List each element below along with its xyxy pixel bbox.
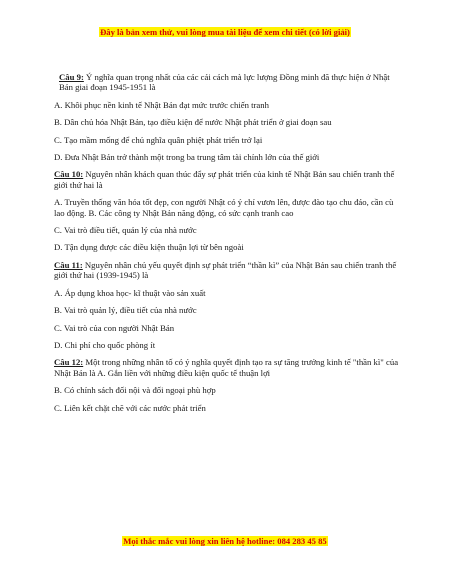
question-stem — [54, 260, 402, 281]
answer-option-c: C. Tạo mầm mống để chủ nghĩa quân phiệt phát triển trở lại — [54, 134, 263, 145]
question-11 — [54, 260, 402, 350]
preview-notice-text: Đây là bản xem thử, vui lòng mua tài liệu để xem chi tiết (có lời giải) — [100, 27, 350, 37]
question-list — [54, 72, 402, 420]
answer-option-c: C. Liên kết chặt chẽ với các nước phát triển — [54, 402, 206, 413]
question-9 — [54, 72, 402, 162]
answer-option-b: B. Có chính sách đối nội và đối ngoại phù hợp — [54, 385, 216, 396]
answer-option-a: A. Áp dụng khoa học- kĩ thuật vào sản xuất — [54, 287, 206, 298]
answer-option-c: C. Vai trò điều tiết, quản lý của nhà nước — [54, 225, 197, 236]
question-stem — [54, 357, 402, 378]
question-number: Câu 12: — [54, 357, 84, 368]
answer-option-a: A. Khôi phục nền kinh tế Nhật Bản đạt mức trước chiến tranh — [54, 99, 269, 110]
question-number: Câu 9: — [59, 72, 84, 82]
question-stem — [54, 169, 402, 190]
answer-option-d: D. Tận dụng được các điều kiện thuận lợi từ bên ngoài — [54, 242, 244, 253]
answer-option-c: C. Vai trò của con người Nhật Bản — [54, 322, 175, 333]
answer-option-d: D. Đưa Nhật Bản trở thành một trong ba trung tâm tài chính lớn của thế giới — [54, 152, 320, 163]
preview-notice-banner — [0, 27, 450, 37]
question-text: Một trong những nhân tố có ý nghĩa quyết định tạo ra sự tăng trưởng kinh tế "thần kì" của Nhật Bản là A. Gắn liền với những điều kiện quốc tế thuận lợi — [54, 357, 399, 378]
hotline-notice-text: Mọi thắc mắc vui lòng xin liên hệ hotline: 084 283 45 85 — [123, 536, 327, 546]
question-text: Nguyên nhân chủ yếu quyết định sự phát triển “thần kì” của Nhật Bản sau chiến tranh thế giới thứ hai (1939-1945) là — [54, 259, 397, 281]
question-number: Câu 11: — [54, 259, 83, 270]
question-number: Câu 10: — [54, 169, 84, 180]
question-stem — [54, 72, 402, 93]
question-10 — [54, 169, 402, 252]
question-12 — [54, 357, 402, 413]
answer-option-b: B. Vai trò quản lý, điều tiết của nhà nước — [54, 305, 197, 316]
hotline-notice-banner — [0, 536, 450, 546]
answer-option-d: D. Chi phí cho quốc phòng ít — [54, 339, 156, 350]
answer-option-b: B. Dân chủ hóa Nhật Bản, tạo điều kiện để nước Nhật phát triển ở giai đoạn sau — [54, 117, 332, 128]
question-text: Ý nghĩa quan trọng nhất của các cải cách mà lực lượng Đồng minh đã thực hiện ở Nhật Bản giai đoạn 1945-1951 là — [59, 72, 390, 93]
answer-option-a-b: A. Truyền thống văn hóa tốt đẹp, con người Nhật có ý chí vươn lên, được đào tạo chu đáo, cần cù lao động. B. Các công ty Nhật Bản năng động, có sức cạnh tranh cao — [54, 197, 394, 218]
question-text: Nguyên nhân khách quan thúc đẩy sự phát triển của kinh tế Nhật Bản sau chiến tranh thế giới thứ hai là — [54, 169, 395, 190]
